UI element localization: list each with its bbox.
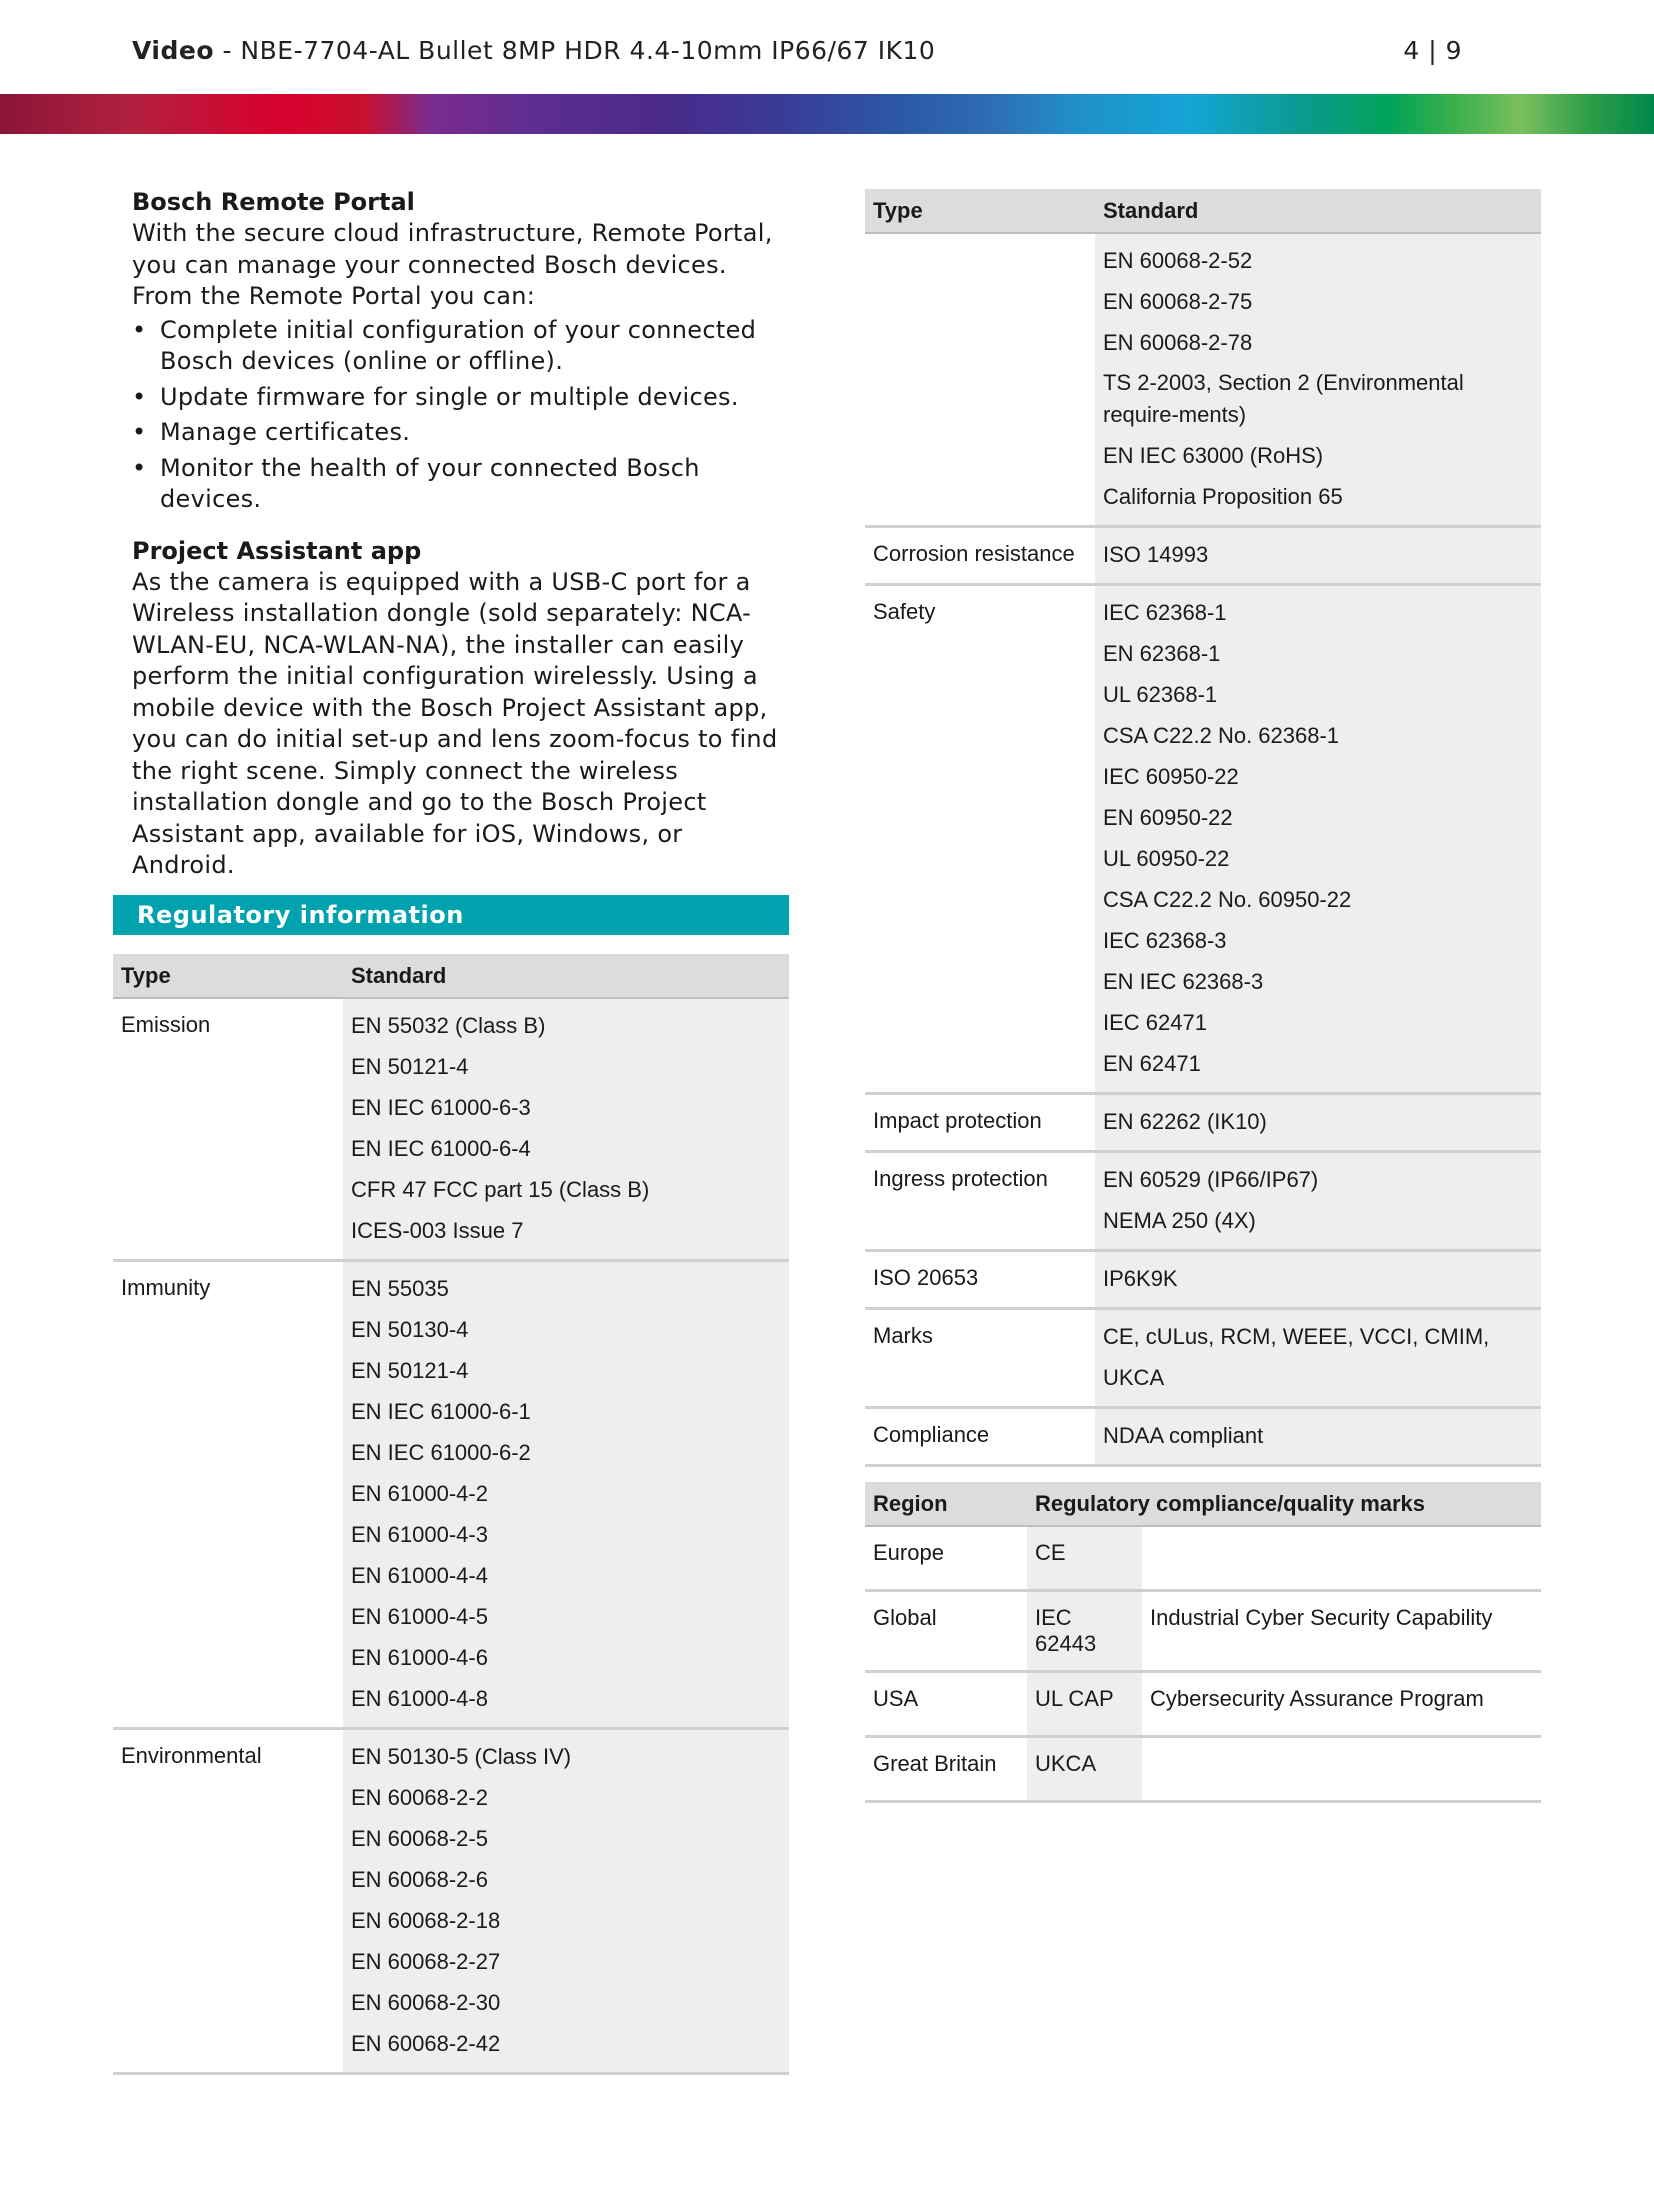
standard-value: EN 60068-2-5 — [351, 1826, 488, 1851]
table-row — [865, 1737, 1541, 1802]
table-row — [113, 1729, 789, 2074]
standard-value: EN IEC 61000-6-2 — [351, 1440, 531, 1465]
standard-value: EN 50130-4 — [351, 1317, 469, 1342]
type-cell: Corrosion resistance — [873, 541, 1075, 566]
standard-cell — [343, 998, 789, 1261]
standard-value: UL 62368-1 — [1103, 682, 1218, 707]
table-row — [113, 1261, 789, 1729]
standard-value: EN IEC 61000-6-1 — [351, 1399, 531, 1424]
standard-value: EN 60068-2-42 — [351, 2031, 501, 2056]
standard-value: IEC 62471 — [1103, 1010, 1207, 1035]
table-row — [865, 1591, 1541, 1672]
project-assistant-title: Project Assistant app — [132, 536, 422, 565]
standard-value: CE, cULus, RCM, WEEE, VCCI, CMIM, UKCA — [1103, 1324, 1490, 1390]
type-cell: ISO 20653 — [873, 1265, 979, 1290]
standard-value: EN 60950-22 — [1103, 805, 1233, 830]
table-row — [865, 233, 1541, 527]
standard-value: EN 60068-2-2 — [351, 1785, 488, 1810]
regulatory-table-right — [865, 189, 1541, 1467]
type-cell: Impact protection — [873, 1108, 1042, 1133]
page-header — [132, 36, 1462, 65]
standard-value: EN 61000-4-8 — [351, 1686, 488, 1711]
standard-cell — [1095, 1408, 1541, 1466]
mark-code-cell: UL CAP — [1027, 1672, 1142, 1737]
table-row — [865, 1408, 1541, 1466]
standard-cell — [1095, 585, 1541, 1094]
standard-value: EN IEC 61000-6-4 — [351, 1136, 531, 1161]
brand-color-band — [0, 94, 1654, 134]
standard-value: IP6K9K — [1103, 1266, 1178, 1291]
region-cell: Europe — [873, 1540, 944, 1565]
mark-code-cell: IEC 62443 — [1027, 1591, 1142, 1672]
column-header-type: Type — [865, 189, 1095, 233]
mark-description-cell — [1142, 1737, 1541, 1802]
table-row — [865, 1526, 1541, 1591]
standard-value: CSA C22.2 No. 60950-22 — [1103, 887, 1352, 912]
standard-value: EN 60068-2-6 — [351, 1867, 488, 1892]
list-item: • Manage certificates. — [160, 417, 792, 449]
standard-cell — [1095, 527, 1541, 585]
standard-value: EN 61000-4-3 — [351, 1522, 488, 1547]
type-cell: Environmental — [121, 1743, 262, 1768]
header-product-category: Video — [132, 36, 215, 65]
type-cell: Compliance — [873, 1422, 990, 1447]
mark-description-cell: Cybersecurity Assurance Program — [1150, 1686, 1484, 1711]
column-header-region: Region — [865, 1482, 1027, 1526]
remote-portal-intro: With the secure cloud infrastructure, Remote Portal, you can manage your connected Bosch devices. From the Remote Portal you can: — [132, 219, 773, 310]
type-cell: Ingress protection — [873, 1166, 1048, 1191]
standard-value: EN IEC 62368-3 — [1103, 969, 1264, 994]
standard-value: NDAA compliant — [1103, 1423, 1264, 1448]
standard-cell — [343, 1261, 789, 1729]
mark-description-cell: Industrial Cyber Security Capability — [1150, 1605, 1493, 1630]
list-item: • Monitor the health of your connected Bosch devices. — [160, 453, 792, 516]
remote-portal-list — [132, 315, 792, 516]
regulatory-table-left — [113, 954, 789, 2075]
standard-value: EN 60068-2-52 — [1103, 248, 1253, 273]
type-cell — [865, 233, 1095, 527]
standard-value: California Proposition 65 — [1103, 484, 1343, 509]
standard-value: EN 60068-2-18 — [351, 1908, 501, 1933]
standard-cell — [1095, 233, 1541, 527]
regulatory-heading: Regulatory information — [113, 895, 789, 935]
table-row — [865, 1309, 1541, 1408]
standard-value: CFR 47 FCC part 15 (Class B) — [351, 1177, 650, 1202]
standard-value: EN 62471 — [1103, 1051, 1201, 1076]
project-assistant-body: As the camera is equipped with a USB-C port for a Wireless installation dongle (sold separately: NCA-WLAN-EU, NCA-WLAN-NA), the installer can easily perform the initial configuration wirelessly. Using a mobile device with the Bosch Project Assistant app, you can do initial set-up and lens zoom-focus to find the right scene. Simply connect the wireless installation dongle and go to the Bosch Project Assistant app, available for iOS, Windows, or Android. — [132, 567, 778, 879]
standard-value: EN 60068-2-78 — [1103, 330, 1253, 355]
standard-value: EN 61000-4-6 — [351, 1645, 488, 1670]
region-cell: Global — [873, 1605, 937, 1630]
remote-portal-title: Bosch Remote Portal — [132, 188, 415, 216]
type-cell: Marks — [873, 1323, 933, 1348]
column-header-marks: Regulatory compliance/quality marks — [1027, 1482, 1541, 1526]
standard-cell — [1095, 1152, 1541, 1251]
standard-value: EN 55032 (Class B) — [351, 1013, 546, 1038]
standard-value: EN 60529 (IP66/IP67) — [1103, 1167, 1319, 1192]
standard-value: EN 62368-1 — [1103, 641, 1221, 666]
list-item: • Update firmware for single or multiple devices. — [160, 382, 792, 414]
table-row — [865, 1672, 1541, 1737]
left-column — [132, 187, 792, 882]
header-product-name: - NBE-7704-AL Bullet 8MP HDR 4.4-10mm IP66/67 IK10 — [214, 36, 936, 65]
standard-value: EN 60068-2-75 — [1103, 289, 1253, 314]
standard-value: IEC 60950-22 — [1103, 764, 1239, 789]
standard-value: NEMA 250 (4X) — [1103, 1208, 1256, 1233]
table-row — [865, 527, 1541, 585]
type-cell: Immunity — [121, 1275, 211, 1300]
standard-value: EN 62262 (IK10) — [1103, 1109, 1267, 1134]
standard-value: ISO 14993 — [1103, 542, 1209, 567]
region-cell: Great Britain — [873, 1751, 997, 1776]
table-row — [865, 585, 1541, 1094]
standard-value: EN 60068-2-27 — [351, 1949, 501, 1974]
column-header-standard: Standard — [343, 954, 789, 998]
standard-value: EN 61000-4-2 — [351, 1481, 488, 1506]
table-row — [865, 1094, 1541, 1152]
standard-value: EN 50130-5 (Class IV) — [351, 1744, 572, 1769]
standard-value: EN 50121-4 — [351, 1054, 469, 1079]
region-compliance-table — [865, 1482, 1541, 1803]
standard-value: EN 61000-4-4 — [351, 1563, 488, 1588]
type-cell: Emission — [121, 1012, 211, 1037]
standard-value: UL 60950-22 — [1103, 846, 1230, 871]
standard-value: CSA C22.2 No. 62368-1 — [1103, 723, 1340, 748]
standard-value: IEC 62368-3 — [1103, 928, 1227, 953]
standard-cell — [1095, 1251, 1541, 1309]
type-cell: Safety — [873, 599, 936, 624]
table-row — [113, 998, 789, 1261]
mark-description-cell — [1142, 1526, 1541, 1591]
standard-cell — [1095, 1094, 1541, 1152]
table-row — [865, 1152, 1541, 1251]
standard-value: ICES-003 Issue 7 — [351, 1218, 524, 1243]
mark-code-cell: UKCA — [1027, 1737, 1142, 1802]
column-header-type: Type — [113, 954, 343, 998]
standard-value: EN 61000-4-5 — [351, 1604, 488, 1629]
standard-value: EN IEC 61000-6-3 — [351, 1095, 531, 1120]
standard-value: EN 60068-2-30 — [351, 1990, 501, 2015]
standard-value: IEC 62368-1 — [1103, 600, 1227, 625]
table-row — [865, 1251, 1541, 1309]
standard-value: EN 55035 — [351, 1276, 449, 1301]
list-item: • Complete initial configuration of your connected Bosch devices (online or offline). — [160, 315, 792, 378]
standard-value: EN 50121-4 — [351, 1358, 469, 1383]
standard-cell — [343, 1729, 789, 2074]
column-header-standard: Standard — [1095, 189, 1541, 233]
mark-code-cell: CE — [1027, 1526, 1142, 1591]
standard-value: EN IEC 63000 (RoHS) — [1103, 443, 1324, 468]
region-cell: USA — [873, 1686, 919, 1711]
standard-value: TS 2-2003, Section 2 (Environmental require-ments) — [1103, 370, 1464, 427]
page-number: 4 | 9 — [1403, 36, 1462, 65]
standard-cell — [1095, 1309, 1541, 1408]
